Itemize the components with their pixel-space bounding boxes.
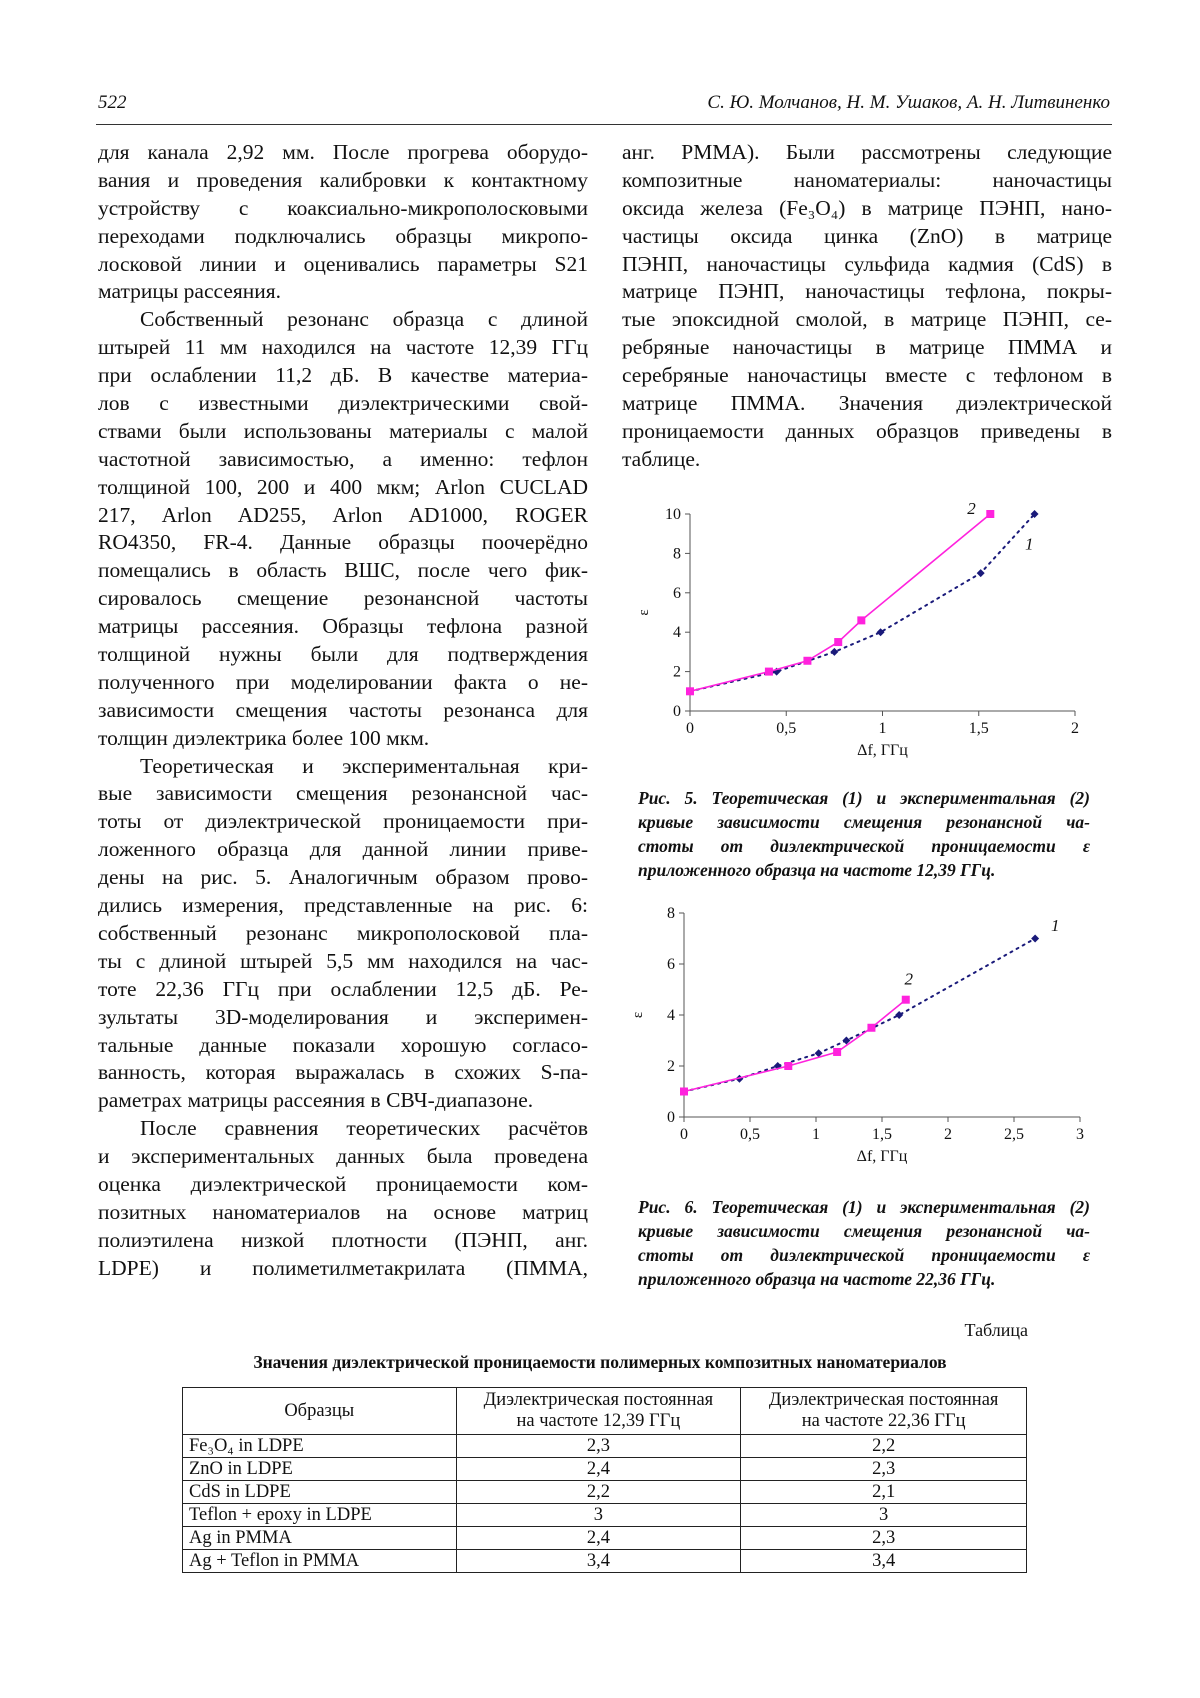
- value-cell: 2,4: [456, 1458, 741, 1481]
- y-tick-label: 4: [673, 624, 681, 641]
- left-text-column: [98, 139, 588, 1283]
- x-tick-label: 0,5: [740, 1126, 760, 1143]
- value-cell: 3: [741, 1504, 1027, 1527]
- caption-line: Рис. 6. Теоретическая (1) и экспериментальная (2): [638, 1195, 1090, 1219]
- y-tick-label: 0: [667, 1109, 675, 1126]
- y-axis-label: ε: [636, 609, 652, 615]
- x-tick-label: 1,5: [872, 1126, 892, 1143]
- paragraph-line: дены на рис. 5. Аналогичным образом прово-: [98, 864, 588, 892]
- table-row: [183, 1504, 1027, 1527]
- sample-name-cell: Fe₃O₄ in LDPE: [183, 1435, 457, 1458]
- paragraph-line: толщин диэлектрика более 100 мкм.: [98, 725, 588, 753]
- y-tick-label: 10: [665, 506, 681, 523]
- caption-line: стоты от диэлектрической проницаемости ε: [638, 834, 1090, 858]
- right-text-column: [622, 139, 1112, 474]
- table-row: [183, 1481, 1027, 1504]
- paragraph-line: Теоретическая и экспериментальная кри-: [98, 753, 588, 781]
- paragraph-line: толщиной нужны были для подтверждения: [98, 641, 588, 669]
- curve-label: 1: [1051, 916, 1060, 935]
- header-samples: Образцы: [183, 1388, 457, 1435]
- paragraph-line: для канала 2,92 мм. После прогрева оборудо-: [98, 139, 588, 167]
- header-freq-12: Диэлектрическая постоянная на частоте 12,39 ГГц: [456, 1388, 741, 1435]
- x-tick-label: 1: [812, 1126, 820, 1143]
- caption-line: стоты от диэлектрической проницаемости ε: [638, 1243, 1090, 1267]
- curve-label: 2: [967, 499, 976, 518]
- paragraph-line: 217, Arlon AD255, Arlon AD1000, ROGER: [98, 502, 588, 530]
- y-tick-label: 2: [673, 664, 681, 681]
- series-1-point: [895, 1011, 903, 1019]
- sample-name-cell: Ag + Teflon in PMMA: [183, 1550, 457, 1573]
- paragraph-line: позитных наноматериалов на основе матриц: [98, 1199, 588, 1227]
- page-number: 522: [98, 92, 127, 114]
- paragraph-line: полученного при моделировании факта о не-: [98, 669, 588, 697]
- caption-line: приложенного образца на частоте 12,39 ГГц.: [638, 858, 1090, 882]
- series-2-point: [765, 668, 773, 676]
- table-label: Таблица: [965, 1320, 1028, 1341]
- caption-line: кривые зависимости смещения резонансной ча-: [638, 1219, 1090, 1243]
- value-cell: 2,3: [741, 1527, 1027, 1550]
- paragraph-line: матрице ПЭНП, наночастицы тефлона, покры-: [622, 278, 1112, 306]
- x-tick-label: 2: [944, 1126, 952, 1143]
- value-cell: 2,1: [741, 1481, 1027, 1504]
- figure-6-chart: [600, 888, 1100, 1158]
- x-tick-label: 0,5: [776, 720, 796, 737]
- y-tick-label: 2: [667, 1058, 675, 1075]
- running-header-authors: С. Ю. Молчанов, Н. М. Ушаков, А. Н. Литвиненко: [707, 92, 1110, 114]
- sample-name-cell: ZnO in LDPE: [183, 1458, 457, 1481]
- y-tick-label: 6: [667, 956, 675, 973]
- paragraph-line: ложенного образца для данной линии приве-: [98, 836, 588, 864]
- paragraph-line: переходами подключались образцы микропо-: [98, 223, 588, 251]
- series-1-line: [684, 939, 1035, 1092]
- paragraph-line: зультаты 3D-моделирования и эксперимен-: [98, 1004, 588, 1032]
- paragraph-line: частицы оксида цинка (ZnO) в матрице: [622, 223, 1112, 251]
- table-row: [183, 1527, 1027, 1550]
- paragraph-line: матрице ПММА. Значения диэлектрической: [622, 390, 1112, 418]
- paragraph-line: устройству с коаксиально-микрополосковыми: [98, 195, 588, 223]
- paragraph-line: лов с известными диэлектрическими свой-: [98, 390, 588, 418]
- x-tick-label: 1,5: [969, 720, 989, 737]
- figure-5-chart: [600, 480, 1100, 740]
- series-2-point: [784, 1062, 792, 1070]
- sample-name-cell: CdS in LDPE: [183, 1481, 457, 1504]
- table-row: [183, 1550, 1027, 1573]
- value-cell: 2,3: [456, 1435, 741, 1458]
- paragraph-line: помещались в область ВШС, после чего фик-: [98, 557, 588, 585]
- table-row: [183, 1458, 1027, 1481]
- paragraph-line: сировалось смещение резонансной частоты: [98, 585, 588, 613]
- x-axis-label: Δf, ГГц: [857, 1148, 908, 1165]
- series-2-point: [986, 510, 994, 518]
- paragraph-line: оценка диэлектрической проницаемости ком-: [98, 1171, 588, 1199]
- paragraph-line: полиэтилена низкой плотности (ПЭНП, анг.: [98, 1227, 588, 1255]
- paragraph-line: штырей 11 мм находился на частоте 12,39 ГГц: [98, 334, 588, 362]
- x-tick-label: 3: [1076, 1126, 1084, 1143]
- value-cell: 2,3: [741, 1458, 1027, 1481]
- y-axis-label: ε: [630, 1012, 646, 1018]
- header-freq-22: Диэлектрическая постоянная на частоте 22,36 ГГц: [741, 1388, 1027, 1435]
- series-2-point: [867, 1024, 875, 1032]
- paragraph-line: частотной зависимостью, а именно: тефлон: [98, 446, 588, 474]
- series-2-line: [690, 514, 990, 691]
- figure-5-caption: [638, 786, 1090, 882]
- series-2-point: [902, 996, 910, 1004]
- paragraph-line: и экспериментальных данных была проведена: [98, 1143, 588, 1171]
- paragraph-line: ты с длиной штырей 5,5 мм находился на час-: [98, 948, 588, 976]
- value-cell: 3,4: [741, 1550, 1027, 1573]
- y-tick-label: 8: [667, 905, 675, 922]
- curve-label: 2: [904, 969, 913, 988]
- sample-name-cell: Teflon + epoxy in LDPE: [183, 1504, 457, 1527]
- paragraph-line: ванность, которая выражалась в схожих S-па-: [98, 1059, 588, 1087]
- paragraph-line: тальные данные показали хорошую согласо-: [98, 1032, 588, 1060]
- paragraph-line: ПЭНП, наночастицы сульфида кадмия (CdS) в: [622, 251, 1112, 279]
- paragraph-line: ребряные наночастицы в матрице ПММА и: [622, 334, 1112, 362]
- paragraph-line: серебряные наночастицы вместе с тефлоном в: [622, 362, 1112, 390]
- series-2-point: [857, 616, 865, 624]
- table-header-row: [183, 1388, 1027, 1435]
- series-2-point: [833, 1048, 841, 1056]
- paragraph-line: проницаемости данных образцов приведены в: [622, 418, 1112, 446]
- table-title: Значения диэлектрической проницаемости полимерных композитных наноматериалов: [0, 1352, 1200, 1373]
- x-axis-label: Δf, ГГц: [857, 742, 908, 759]
- series-2-point: [834, 638, 842, 646]
- paragraph-line: при ослаблении 11,2 дБ. В качестве материа-: [98, 362, 588, 390]
- paragraph-line: толщиной 100, 200 и 400 мкм; Arlon CUCLAD: [98, 474, 588, 502]
- paragraph-line: Собственный резонанс образца с длиной: [98, 306, 588, 334]
- table-row: [183, 1435, 1027, 1458]
- paragraph-line: RO4350, FR-4. Данные образцы поочерёдно: [98, 529, 588, 557]
- y-tick-label: 4: [667, 1007, 675, 1024]
- x-tick-label: 1: [879, 720, 887, 737]
- paragraph-line: зависимости смещения частоты резонанса для: [98, 697, 588, 725]
- value-cell: 2,4: [456, 1527, 741, 1550]
- series-1-point: [830, 648, 838, 656]
- caption-line: кривые зависимости смещения резонансной ча-: [638, 810, 1090, 834]
- paragraph-line: матрицы рассеяния.: [98, 278, 588, 306]
- paragraph-line: матрицы рассеяния. Образцы тефлона разной: [98, 613, 588, 641]
- series-1-line: [690, 514, 1035, 691]
- y-tick-label: 6: [673, 585, 681, 602]
- paragraph-line: тоте 22,36 ГГц при ослаблении 12,5 дБ. Ре-: [98, 976, 588, 1004]
- paragraph-line: вания и проведения калибровки к контактному: [98, 167, 588, 195]
- curve-label: 1: [1025, 534, 1034, 553]
- series-1-point: [1031, 935, 1039, 943]
- series-2-line: [684, 1000, 906, 1092]
- value-cell: 3: [456, 1504, 741, 1527]
- caption-line: приложенного образца на частоте 22,36 ГГц.: [638, 1267, 1090, 1291]
- x-tick-label: 0: [680, 1126, 688, 1143]
- paragraph-line: LDPE) и полиметилметакрилата (ПММА,: [98, 1255, 588, 1283]
- permittivity-table: [182, 1387, 1027, 1573]
- series-1-point: [977, 569, 985, 577]
- x-tick-label: 2: [1071, 720, 1079, 737]
- paragraph-line: анг. PMMA). Были рассмотрены следующие: [622, 139, 1112, 167]
- sample-name-cell: Ag in PMMA: [183, 1527, 457, 1550]
- figure-6-caption: [638, 1195, 1090, 1291]
- series-2-point: [686, 687, 694, 695]
- paragraph-line: таблице.: [622, 446, 1112, 474]
- paragraph-line: ствами были использованы материалы с малой: [98, 418, 588, 446]
- header-rule: [96, 124, 1112, 125]
- x-tick-label: 2,5: [1004, 1126, 1024, 1143]
- paragraph-line: лосковой линии и оценивались параметры S21: [98, 251, 588, 279]
- y-tick-label: 8: [673, 545, 681, 562]
- value-cell: 3,4: [456, 1550, 741, 1573]
- caption-line: Рис. 5. Теоретическая (1) и экспериментальная (2): [638, 786, 1090, 810]
- series-2-point: [680, 1088, 688, 1096]
- paragraph-line: оксида железа (Fe₃O₄) в матрице ПЭНП, нано-: [622, 195, 1112, 223]
- y-tick-label: 0: [673, 703, 681, 720]
- paragraph-line: тые эпоксидной смолой, в матрице ПЭНП, се-: [622, 306, 1112, 334]
- value-cell: 2,2: [741, 1435, 1027, 1458]
- paragraph-line: композитные наноматериалы: наночастицы: [622, 167, 1112, 195]
- series-2-point: [803, 657, 811, 665]
- paragraph-line: вые зависимости смещения резонансной час-: [98, 780, 588, 808]
- paragraph-line: раметрах матрицы рассеяния в СВЧ-диапазоне.: [98, 1087, 588, 1115]
- paragraph-line: После сравнения теоретических расчётов: [98, 1115, 588, 1143]
- paragraph-line: дились измерения, представленные на рис. 6:: [98, 892, 588, 920]
- paragraph-line: тоты от диэлектрической проницаемости при-: [98, 808, 588, 836]
- x-tick-label: 0: [686, 720, 694, 737]
- paragraph-line: собственный резонанс микрополосковой пла-: [98, 920, 588, 948]
- value-cell: 2,2: [456, 1481, 741, 1504]
